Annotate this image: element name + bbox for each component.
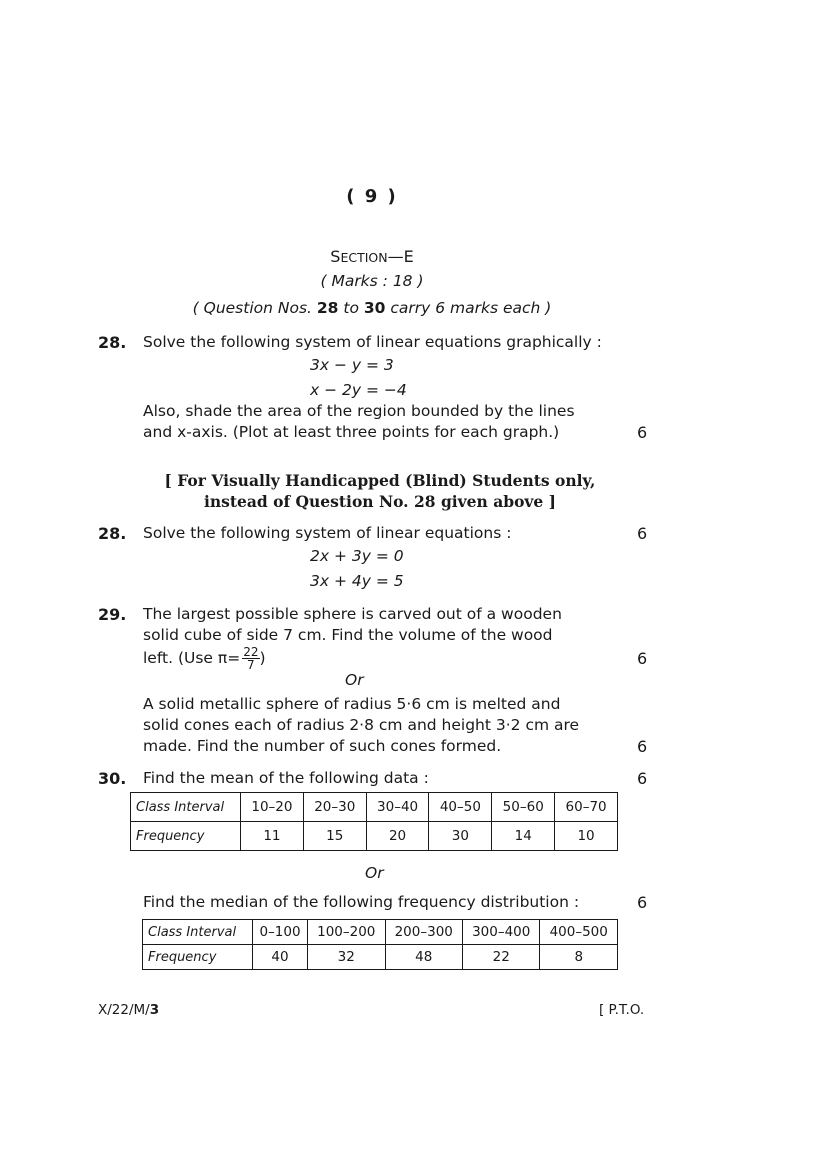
table-cell: 400–500 <box>540 920 618 945</box>
table-cell: 11 <box>241 822 304 851</box>
marks-value: 6 <box>637 893 648 912</box>
frequency-table-median <box>142 919 618 970</box>
question-text: left. (Use π= $\frac{22}{7}$ ) <box>143 645 266 672</box>
question-text: solid cube of side 7 cm. Find the volume of the wood <box>143 626 553 644</box>
table-cell: 50–60 <box>492 793 555 822</box>
question-text: and x-axis. (Plot at least three points for each graph.) <box>143 423 560 441</box>
marks-value: 6 <box>637 737 648 756</box>
marks-value: 6 <box>637 769 648 788</box>
question-number: 28. <box>98 333 127 352</box>
fraction: $\frac{22}{7}$ <box>243 645 259 672</box>
table-cell: 200–300 <box>385 920 462 945</box>
marks-value: 6 <box>637 524 648 543</box>
or-separator: Or <box>365 864 384 882</box>
table-cell: 20 <box>366 822 429 851</box>
table-cell: 8 <box>540 945 618 970</box>
table-cell: 22 <box>462 945 539 970</box>
table-cell: 30–40 <box>366 793 429 822</box>
frequency-table-mean <box>130 792 618 851</box>
blind-note: [ For Visually Handicapped (Blind) Students only, instead of Question No. 28 given above ] <box>164 471 596 511</box>
table-row-label: Class Interval <box>143 920 253 945</box>
table-cell: 100–200 <box>308 920 385 945</box>
section-marks: ( Marks : 18 ) <box>320 272 424 290</box>
question-text: Also, shade the area of the region bounded by the lines <box>143 402 575 420</box>
table-cell: 10–20 <box>241 793 304 822</box>
paper-code: X/22/M/3 <box>98 1002 160 1018</box>
table-cell: 40 <box>253 945 308 970</box>
table-cell: 10 <box>555 822 618 851</box>
marks-value: 6 <box>637 423 648 442</box>
question-text: Find the median of the following frequency distribution : <box>143 893 580 911</box>
table-row-label: Class Interval <box>131 793 241 822</box>
page-number: ( 9 ) <box>346 186 398 207</box>
table-cell: 15 <box>303 822 366 851</box>
equation: x − 2y = −4 <box>310 381 407 399</box>
equation: 2x + 3y = 0 <box>310 547 404 565</box>
pto-marker: [ P.T.O. <box>599 1002 645 1018</box>
section-note: ( Question Nos. 28 to 30 carry 6 marks each ) <box>192 299 552 317</box>
question-text: Solve the following system of linear equations : <box>143 524 512 542</box>
question-text: made. Find the number of such cones formed. <box>143 737 502 755</box>
table-row-label: Frequency <box>143 945 253 970</box>
question-text: The largest possible sphere is carved out of a wooden <box>143 605 562 623</box>
question-number: 29. <box>98 605 127 624</box>
question-text: Solve the following system of linear equations graphically : <box>143 333 602 351</box>
table-cell: 60–70 <box>555 793 618 822</box>
table-cell: 30 <box>429 822 492 851</box>
equation: 3x + 4y = 5 <box>310 572 404 590</box>
table-cell: 300–400 <box>462 920 539 945</box>
equation: 3x − y = 3 <box>310 356 394 374</box>
section-heading: SECTION—E <box>330 247 414 266</box>
table-row-label: Frequency <box>131 822 241 851</box>
question-number: 30. <box>98 769 127 788</box>
table-cell: 20–30 <box>303 793 366 822</box>
table-cell: 32 <box>308 945 385 970</box>
question-number: 28. <box>98 524 127 543</box>
question-text: solid cones each of radius 2·8 cm and height 3·2 cm are <box>143 716 580 734</box>
or-separator: Or <box>345 671 364 689</box>
table-cell: 14 <box>492 822 555 851</box>
question-text: Find the mean of the following data : <box>143 769 429 787</box>
table-cell: 0–100 <box>253 920 308 945</box>
table-cell: 48 <box>385 945 462 970</box>
table-cell: 40–50 <box>429 793 492 822</box>
question-text: A solid metallic sphere of radius 5·6 cm is melted and <box>143 695 561 713</box>
marks-value: 6 <box>637 649 648 668</box>
